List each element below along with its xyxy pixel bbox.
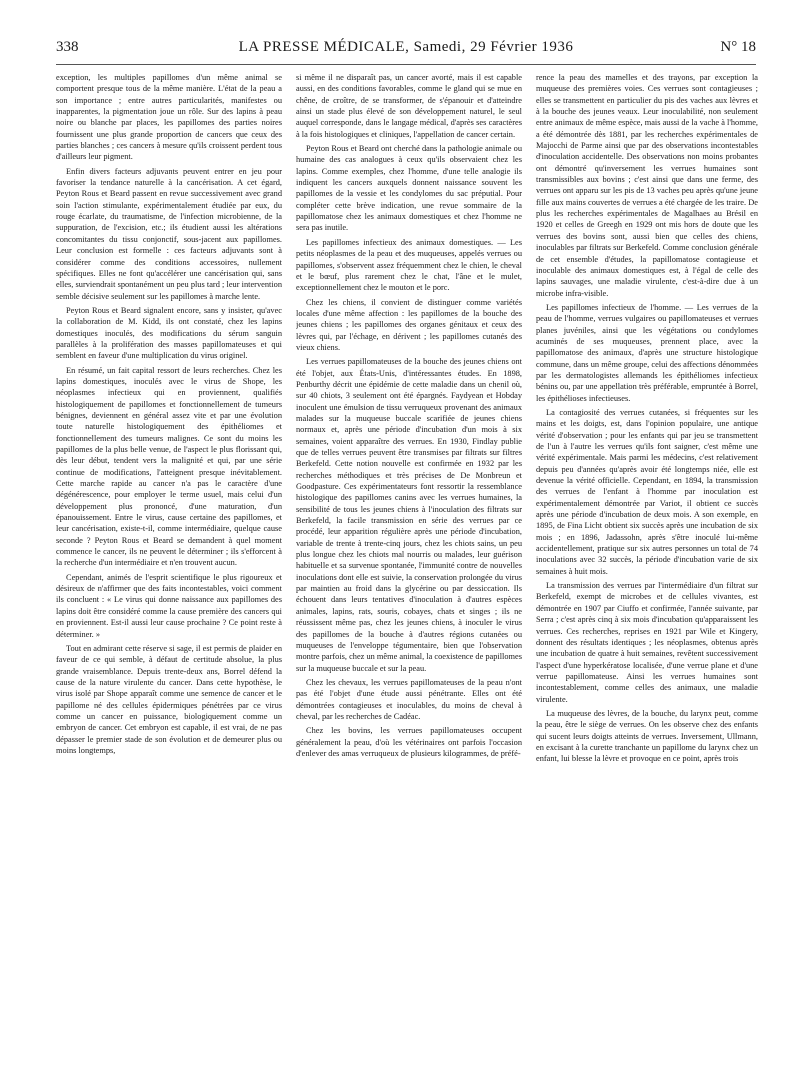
text-column-1 (56, 72, 282, 1066)
journal-title: LA PRESSE MÉDICALE, (238, 39, 410, 55)
running-head (56, 36, 756, 58)
paragraph: si même il ne disparaît pas, un cancer avorté, mais il est capable aussi, en des conditions favorables, comme le gland qui se mue en chêne, de croître, de se transformer, de s'épanouir et d'atteindre ainsi un stade plus élevé de son développement naturel, le seul auquel corresponde, dans le langage médical, d'après ses caractères à la fois histologiques et cliniques, l'appellation de cancer certain. (296, 73, 522, 139)
paragraph: Chez les bovins, les verrues papillomateuses occupent généralement la peau, d'où les vétérinaires ont parfois l'occasion d'enlever des amas verruqueux de plusieurs kilogrammes, de préfé- (296, 726, 522, 758)
text-column-3 (536, 72, 758, 1066)
text-column-2 (296, 72, 522, 1066)
paragraph: Chez les chevaux, les verrues papillomateuses de la peau n'ont pas été l'objet d'une étude aussi pénétrante. Elles ont été démontrées contagieuses et inoculables, du moins de cheval à cheval, par les recherches de Cadéac. (296, 677, 522, 721)
page-number: 338 (56, 39, 79, 55)
paragraph: exception, les multiples papillomes d'un même animal se comportent presque tous de la même manière. L'état de la peau a son importance ; entre autres particularités, manifestes ou inapparentes, la pigmentation joue un rôle. Sur des lapins à peau noire ou blanche par places, les papillomes des parties noires fournissent une plus grande proportion de cancers que ceux des parties blanches ; ces cancers à mesure qu'ils croissent perdent tous d'ailleurs leur pigment. (56, 73, 282, 162)
issue-date: Samedi, 29 Février 1936 (413, 39, 574, 55)
issue-number: N° 18 (720, 39, 756, 55)
header-rule (56, 64, 756, 65)
paragraph: Les verrues papillomateuses de la bouche des jeunes chiens ont été l'objet, aux États-Unis, d'intéressantes études. En 1898, Penburthy décrit une épidémie de cette maladie dans un chenil où, sur 40 chiots, 3 seulement ont été épargnés. Faydyean et Hobday inoculent une émulsion de tissu verruqueux provenant des animaux malades sur la muqueuse buccale scarifiée de jeunes chiens normaux et, après une période d'incubation d'un mois à six semaines, voient apparaître des verrues. En 1930, Findlay publie que de telles verrues peuvent être transmises par filtrats sur filtres Berkefeld. Cette notion nouvelle est confirmée en 1932 par les recherches méthodiques et très précises de De Monbreun et Goodpasture. Ces expérimentateurs font ressortir la ressemblance histologique des papillomes canins avec les verrues humaines, la sensibilité de tous les jeunes chiens à l'inoculation des filtrats sur Berkefeld, la facile transmission en série des verrues par ce procédé, leur apparition régulière après une période d'incubation, variable de trente à trente-cinq jours, chez les chiots sains, un peu plus longue chez les chiots mal nourris ou malades, leur guérison habituelle et sa survenue spontanée, l'immunité contre de nouvelles inoculations dont elle est suivie, la conservation prolongée du virus par maintien au froid dans la glycérine ou par dessiccation. Ils échouent dans leurs tentatives d'inoculation à d'autres espèces animales, lapins, rats, souris, cobayes, chats et singes ; ils ne réussissent même pas, chez les jeunes chiens, à inoculer le virus des papillomes de la bouche à d'autres régions cutanées ou muqueuses de l'enveloppe tégumentaire, bien que l'observation montre parfois, chez un même animal, la coexistence de papillomes sur la muqueuse buccale et sur la peau. (296, 357, 522, 673)
paragraph: Peyton Rous et Beard signalent encore, sans y insister, qu'avec la collaboration de M. Kidd, ils ont constaté, chez les lapins domestiques inoculés, des modifications du sérum sanguin parallèles à la prolifération des masses papillomateuses et qui semblent en faveur d'une multiplication du virus originel. (56, 305, 282, 361)
paragraph: Chez les chiens, il convient de distinguer comme variétés locales d'une même affection : les papillomes de la bouche des jeunes chiens ; les papillomes des organes génitaux et ceux des lèvres qui, par l'échage, en dérivent ; les papillomes cutanés des vieux chiens. (296, 297, 522, 352)
paragraph: Enfin divers facteurs adjuvants peuvent entrer en jeu pour favoriser la tendance naturelle à la cancérisation. A cet égard, Peyton Rous et Beard passent en revue successivement avec grand soin l'action stimulante, expérimentalement étudiée par eux, du rouge écarlate, du traumatisme, de l'infection microbienne, de la suppuration, de l'excision, etc.; ils étudient aussi les altérations concomitantes du tissu conjonctif, sous-jacent aux papillomes. Leur conclusion est formelle : ces facteurs adjuvants sont à considérer comme des conditions accessoires, nullement spécifiques. Elles ne font qu'accélérer une cancérisation qui, sans elles, surviendrait spontanément un peu plus tard ; leur intervention semble décisive seulement sur les papillomes à marche lente. (56, 166, 282, 301)
paragraph: Cependant, animés de l'esprit scientifique le plus rigoureux et désireux de n'affirmer que des faits incontestables, voici comment ils concluent : « Le virus qui donne naissance aux papillomes des lapins doit être considéré comme la cause première des cancers qui en proviennent. Est-il aussi leur cause prochaine ? Ce point reste à déterminer. » (56, 572, 282, 639)
paragraph: rence la peau des mamelles et des trayons, par exception la muqueuse des premières voies. Ces verrues sont contagieuses ; elles se transmettent en particulier du pis des vaches aux lèvres et à la bouche des jeunes veaux. Leur inoculabilité, non seulement entre animaux de même espèce, mais aussi de la vache à l'homme, a été démontrée dès 1881, par les recherches expérimentales de Majocchi de Parme ainsi que par des observations incontestables d'inoculation accidentelle. Des observations non moins probantes ont démontré qu'inversement les verrues humaines sont transmissibles aux bovins ; c'est ainsi que dans une ferme, des verrues ont apparu sur les pis de 13 vaches peu après qu'une jeune fille aux mains couvertes de verrues a été chargée de les traire. De plus les recherches expérimentales de Magalhaes au Brésil en 1920 et celles de Greegh en 1929 ont mis hors de doute que les verrues des bovins sont, aussi bien que celles des chiens, inoculables par filtrats sur Berkefeld. Comme conclusion générale de cet ensemble d'études, la papillomatose contagieuse et inoculable des animaux domestiques est, à l'égal de celle des lapins sauvages, une maladie virulente, c'est-à-dire due à un microbe infra-visible. (536, 73, 758, 298)
paragraph: La muqueuse des lèvres, de la bouche, du larynx peut, comme la peau, être le siège de verrues. On les observe chez des enfants qui sucent leurs doigts atteints de verrues. Inversement, Ullmann, en excisant à la curette tranchante un papillome du larynx chez un enfant, lui blesse la lèvre et provoque en ce point, après trois (536, 708, 758, 764)
section-paragraph-animal-papillomas: Les papillomes infectieux des animaux domestiques. — Les petits néoplasmes de la peau et des muqueuses, appelés verrues ou papillomes, s'observent assez fréquemment chez le chien, le cheval et le bœuf, plus rarement chez le chat, l'âne et le mulet, exceptionnellement chez le mouton et le porc. (296, 237, 522, 293)
paragraph: Peyton Rous et Beard ont cherché dans la pathologie animale ou humaine des cas analogues à ceux qu'ils observaient chez les lapins. Comme exemples, chez l'homme, d'une telle analogie ils indiquent les cancers auxquels donnent naissance souvent les papillomes de la vessie et les condylomes du sac préputial. Pour compléter cette brève indication, une revue sommaire de la papillomatose chez les animaux domestiques et chez l'homme ne sera pas inutile. (296, 144, 522, 233)
paragraph: La transmission des verrues par l'intermédiaire d'un filtrat sur Berkefeld, exempt de microbes et de cellules vivantes, est démontrée en 1907 par Ciuffo et confirmée, l'année suivante, par Serra ; c'est après cinq à six mois d'incubation qu'apparaissent les verrues. Ces recherches, reprises en 1921 par Wile et Kingery, donnent des résultats identiques ; les néoplasmes, obtenus après une incubation de quatre à huit semaines, revêtent successivement l'aspect d'une hyperkératose localisée, d'une verrue plane et d'une verrue papillomateuse. Ainsi les verrues humaines sont incontestablement, comme celles des animaux, une maladie virulente. (536, 581, 758, 704)
paragraph: Tout en admirant cette réserve si sage, il est permis de plaider en faveur de ce qui semble, à défaut de certitude absolue, la plus grande vraisemblance. Depuis trente-deux ans, Borrel défend la cause de la nature virulente du cancer. Dans cette hypothèse, le virus isolé par Shope apparaît comme une semence de cancer et le papillome né des cellules épidermiques pénétrées par ce virus comme un cancer en puissance, biologiquement comme un embryon de cancer. Cet embryon est capable, il est vrai, de ne pas dépasser le premier stade de son évolution et de demeurer plus ou moins longtemps, (56, 643, 282, 755)
page-header (56, 36, 756, 58)
section-paragraph-human-papillomas: Les papillomes infectieux de l'homme. — Les verrues de la peau de l'homme, verrues vulgaires ou papillomateuses et verrues planes juvéniles, ainsi que les végétations ou condylomes acuminés de ses muqueuses, prennent place, avec la papillomatose des animaux, d'après une structure histologique commune, dans un même groupe, celui des affections dénommées par les dermatologistes allemands les épithéliomes infectieux bénins ou, par une appellation très préférable, empruntée à Borrel, les épithélioses infectieuses. (536, 302, 758, 403)
paragraph: En résumé, un fait capital ressort de leurs recherches. Chez les lapins domestiques, inoculés avec le virus de Shope, les néoplasmes infectieux qui en proviennent, qualifiés histologiquement de papillomes et fonctionnellement de tumeurs bénignes, deviennent en général assez vite et par une évolution toute naturelle histologiquement des épithéliomes et fonctionnellement des tumeurs malignes. Ce sont du moins les papillomes de la plus belle venue, de l'aspect le plus florissant qui, dès leur début, tendent vers la malignité et qui, par une série continue de modifications, l'atteignent presque inévitablement. Cette marche rapide au cancer n'a pas le caractère d'une dégénérescence, pour employer le terme usuel, mais celui d'un développement plus prononcé, d'une maturation, d'un épanouissement. Entre le virus, cause certaine des papillomes, et leur cancérisation, existe-t-il, comme intermédiaire, quelque cause seconde ? Peyton Rous et Beard se demandent à quel moment commence le cancer, ils ne peuvent le déterminer ; ils s'efforcent à la recherche d'un intermédiaire et n'en trouvent aucun. (56, 365, 282, 568)
paragraph: La contagiosité des verrues cutanées, si fréquentes sur les mains et les doigts, est, dans l'opinion populaire, une antique vérité d'observation ; pour les enfants qui par jeu se transmettent de l'un à l'autre les verrues qu'ils font saigner, c'est même une vérité expérimentale. Mais parmi les médecins, c'est relativement depuis peu d'années qu'après avoir été longtemps niée, elle est devenue la vérité officielle. Cependant, en 1894, la transmission des verrues de l'enfant à l'homme par inoculation est expérimentalement démontrée par Variot, il obtient ce succès après une période d'incubation de deux mois. A son exemple, en 1895, de Fina Licht obtient six succès après une incubation de six mois ; en 1896, Jadassohn, après s'être inoculé lui-même accidentellement, pratique sur six autres personnes un total de 74 inoculations avec 32 succès, la période d'incubation varie de six semaines à huit mois. (536, 407, 758, 576)
